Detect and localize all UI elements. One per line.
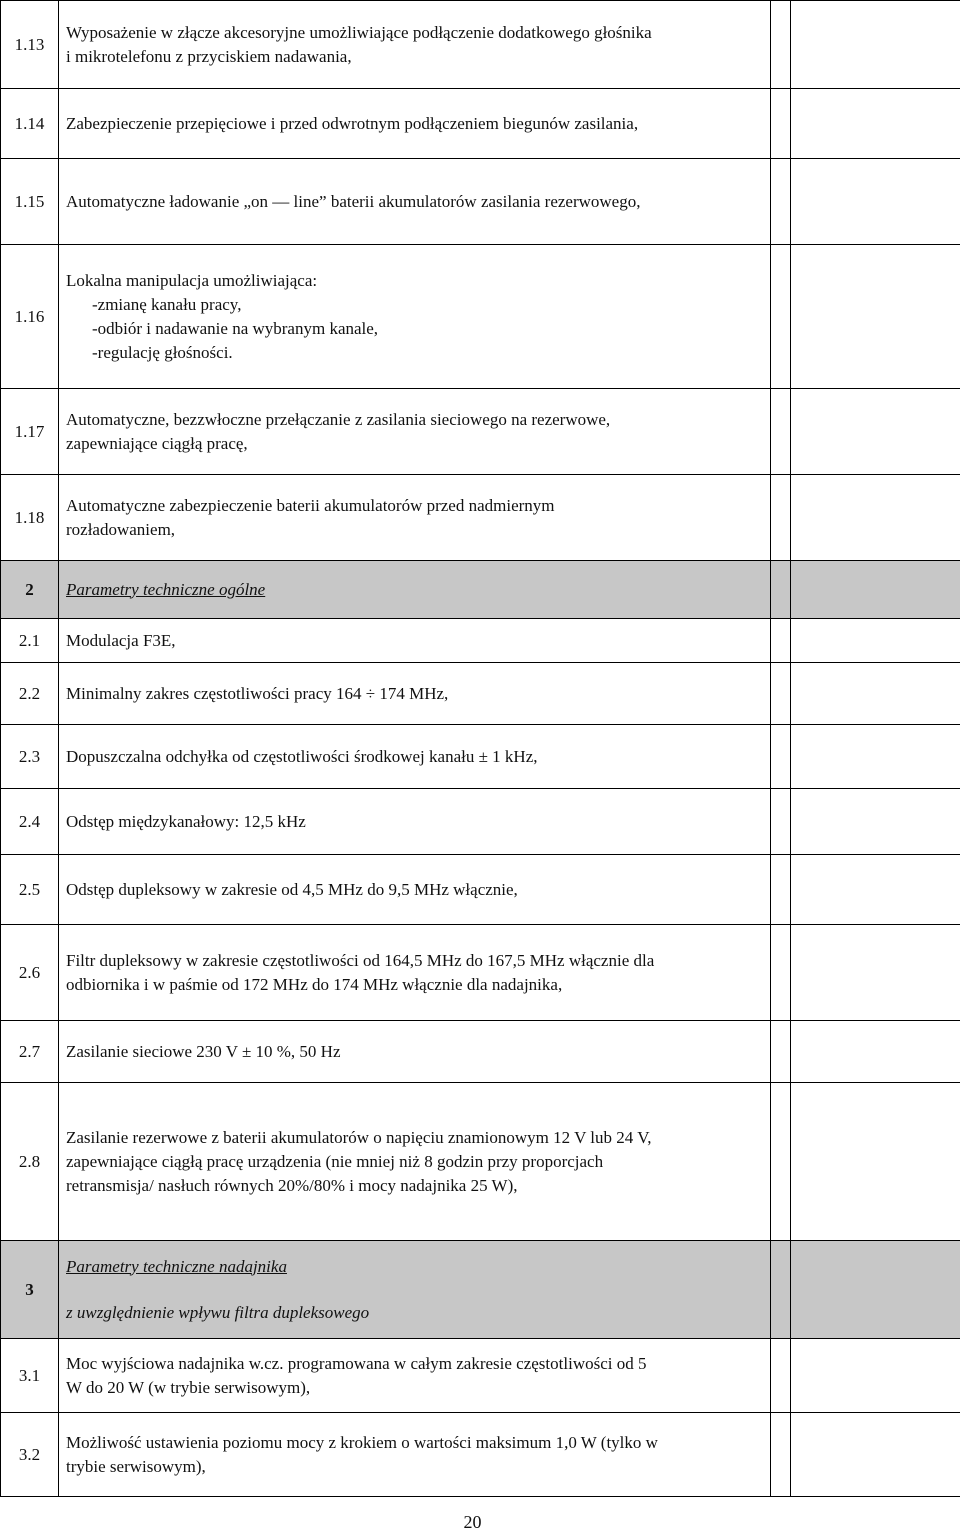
empty-cell xyxy=(791,855,960,925)
empty-cell xyxy=(791,389,960,475)
description-line: i mikrotelefonu z przyciskiem nadawania, xyxy=(66,46,352,66)
section-title: Parametry techniczne ogólne xyxy=(66,579,266,599)
empty-cell xyxy=(791,1021,960,1083)
empty-cell xyxy=(771,1021,791,1083)
row-number: 2.4 xyxy=(1,789,59,855)
row-number: 2.5 xyxy=(1,855,59,925)
row-description xyxy=(59,1413,771,1497)
empty-cell xyxy=(771,1,791,89)
description-line: Modulacja F3E, xyxy=(66,630,176,650)
empty-cell xyxy=(791,1083,960,1241)
description-line: Odstęp międzykanałowy: 12,5 kHz xyxy=(66,811,306,831)
section-number: 2 xyxy=(1,561,59,619)
empty-cell xyxy=(771,475,791,561)
row-number: 2.6 xyxy=(1,925,59,1021)
description-line: -zmianę kanału pracy, xyxy=(92,294,242,314)
row-description xyxy=(59,1339,771,1413)
empty-cell xyxy=(771,245,791,389)
empty-cell xyxy=(771,855,791,925)
row-number: 1.17 xyxy=(1,389,59,475)
description-line: -odbiór i nadawanie na wybranym kanale, xyxy=(92,318,379,338)
empty-cell xyxy=(771,389,791,475)
description-line: Automatyczne ładowanie „on — line” baterii akumulatorów zasilania rezerwowego, xyxy=(66,191,641,211)
description-line: Automatyczne zabezpieczenie baterii akumulatorów przed nadmiernym xyxy=(66,495,555,515)
table-row xyxy=(1,389,960,475)
row-description xyxy=(59,1083,771,1241)
section-header-row xyxy=(1,1241,960,1339)
row-description xyxy=(59,855,771,925)
row-description xyxy=(59,1,771,89)
description-line: Zasilanie sieciowe 230 V ± 10 %, 50 Hz xyxy=(66,1041,341,1061)
empty-cell xyxy=(771,1339,791,1413)
description-line: Dopuszczalna odchyłka od częstotliwości środkowej kanału ± 1 kHz, xyxy=(66,746,538,766)
table-row xyxy=(1,475,960,561)
row-description xyxy=(59,663,771,725)
row-number: 2.8 xyxy=(1,1083,59,1241)
table-row xyxy=(1,245,960,389)
row-number: 3.1 xyxy=(1,1339,59,1413)
empty-cell xyxy=(791,561,960,619)
table-row xyxy=(1,925,960,1021)
empty-cell xyxy=(791,789,960,855)
empty-cell xyxy=(791,1413,960,1497)
row-number: 1.18 xyxy=(1,475,59,561)
description-line: zapewniające ciągłą pracę, xyxy=(66,433,248,453)
description-line: trybie serwisowym), xyxy=(66,1456,206,1476)
row-description xyxy=(59,1021,771,1083)
empty-cell xyxy=(791,245,960,389)
table-row xyxy=(1,1413,960,1497)
table-row xyxy=(1,855,960,925)
empty-cell xyxy=(771,1241,791,1339)
empty-cell xyxy=(771,925,791,1021)
empty-cell xyxy=(771,725,791,789)
row-description xyxy=(59,89,771,159)
row-description xyxy=(59,389,771,475)
description-line: Lokalna manipulacja umożliwiająca: xyxy=(66,270,318,290)
description-line: Odstęp dupleksowy w zakresie od 4,5 MHz do 9,5 MHz włącznie, xyxy=(66,879,518,899)
section-subtitle: z uwzględnienie wpływu filtra dupleksowego xyxy=(66,1302,370,1322)
row-number: 2.1 xyxy=(1,619,59,663)
section-title-cell xyxy=(59,1241,771,1339)
description-line: odbiornika i w paśmie od 172 MHz do 174 MHz włącznie dla nadajnika, xyxy=(66,974,563,994)
description-line: Automatyczne, bezzwłoczne przełączanie z zasilania sieciowego na rezerwowe, xyxy=(66,409,611,429)
empty-cell xyxy=(791,725,960,789)
empty-cell xyxy=(771,159,791,245)
empty-cell xyxy=(771,663,791,725)
empty-cell xyxy=(771,89,791,159)
table-row xyxy=(1,1021,960,1083)
description-line: Zasilanie rezerwowe z baterii akumulatorów o napięciu znamionowym 12 V lub 24 V, xyxy=(66,1127,652,1147)
description-line: zapewniające ciągłą pracę urządzenia (nie mniej niż 8 godzin przy proporcjach xyxy=(66,1151,604,1171)
table-row xyxy=(1,1,960,89)
description-line: -regulację głośności. xyxy=(92,342,233,362)
row-description xyxy=(59,159,771,245)
empty-cell xyxy=(771,1413,791,1497)
table-row xyxy=(1,89,960,159)
section-title: Parametry techniczne nadajnika xyxy=(66,1256,287,1276)
section-title-cell xyxy=(59,561,771,619)
description-line: rozładowaniem, xyxy=(66,519,176,539)
description-line: Moc wyjściowa nadajnika w.cz. programowana w całym zakresie częstotliwości od 5 xyxy=(66,1353,647,1373)
table-row xyxy=(1,159,960,245)
empty-cell xyxy=(791,475,960,561)
description-line: Wyposażenie w złącze akcesoryjne umożliwiające podłączenie dodatkowego głośnika xyxy=(66,22,652,42)
row-description xyxy=(59,619,771,663)
row-number: 1.13 xyxy=(1,1,59,89)
row-description xyxy=(59,925,771,1021)
table-row xyxy=(1,1083,960,1241)
row-number: 1.16 xyxy=(1,245,59,389)
description-line: Filtr dupleksowy w zakresie częstotliwości od 164,5 MHz do 167,5 MHz włącznie dla xyxy=(66,950,655,970)
section-number: 3 xyxy=(1,1241,59,1339)
row-description xyxy=(59,245,771,389)
empty-cell xyxy=(771,1083,791,1241)
row-description xyxy=(59,725,771,789)
page-number: 20 xyxy=(463,1512,482,1532)
description-line: Zabezpieczenie przepięciowe i przed odwrotnym podłączeniem biegunów zasilania, xyxy=(66,113,639,133)
row-number: 3.2 xyxy=(1,1413,59,1497)
empty-cell xyxy=(791,925,960,1021)
row-description xyxy=(59,475,771,561)
empty-cell xyxy=(771,619,791,663)
description-line: Minimalny zakres częstotliwości pracy 164 ÷ 174 MHz, xyxy=(66,683,449,703)
description-line: retransmisja/ nasłuch równych 20%/80% i mocy nadajnika 25 W), xyxy=(66,1175,518,1195)
table-row xyxy=(1,1339,960,1413)
empty-cell xyxy=(791,1241,960,1339)
table-row xyxy=(1,619,960,663)
row-number: 1.15 xyxy=(1,159,59,245)
empty-cell xyxy=(771,561,791,619)
table-row xyxy=(1,725,960,789)
table-row xyxy=(1,663,960,725)
empty-cell xyxy=(791,89,960,159)
empty-cell xyxy=(791,663,960,725)
row-number: 2.2 xyxy=(1,663,59,725)
empty-cell xyxy=(791,159,960,245)
empty-cell xyxy=(771,789,791,855)
empty-cell xyxy=(791,619,960,663)
empty-cell xyxy=(791,1,960,89)
row-number: 2.3 xyxy=(1,725,59,789)
row-description xyxy=(59,789,771,855)
description-line: Możliwość ustawienia poziomu mocy z krokiem o wartości maksimum 1,0 W (tylko w xyxy=(66,1432,658,1452)
description-line: W do 20 W (w trybie serwisowym), xyxy=(66,1377,311,1397)
row-number: 1.14 xyxy=(1,89,59,159)
section-header-row xyxy=(1,561,960,619)
row-number: 2.7 xyxy=(1,1021,59,1083)
table-row xyxy=(1,789,960,855)
empty-cell xyxy=(791,1339,960,1413)
